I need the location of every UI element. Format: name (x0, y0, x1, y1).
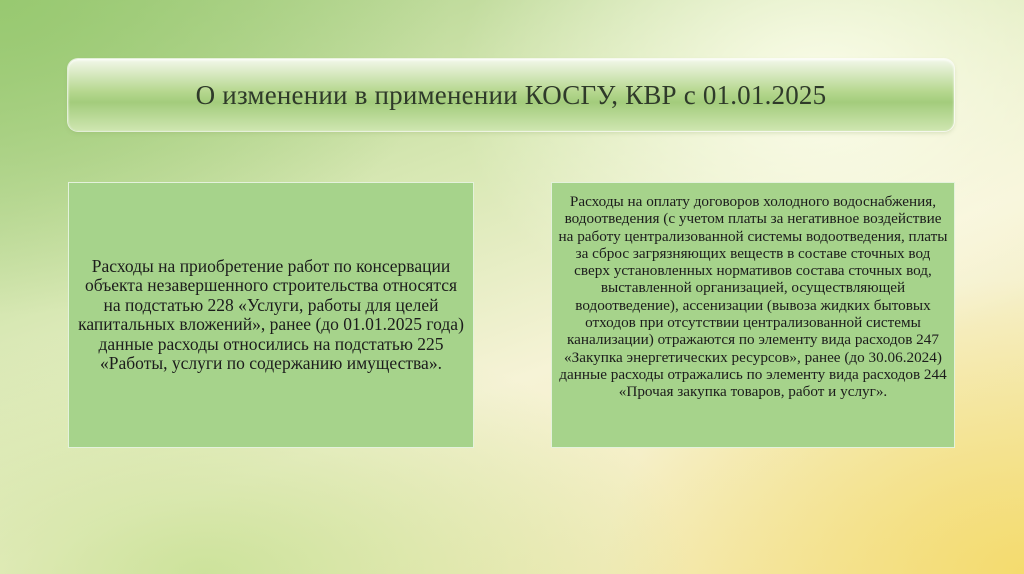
title-banner (68, 59, 954, 131)
left-box-text: Расходы на приобретение работ по консервации объекта незавершенного строительства относятся на подстатью 228 «Услуги, работы для целей капитальных вложений», ранее (до 01.01.2025 года) данные расходы относились на подстатью 225 «Работы, услуги по содержанию имущества». (78, 255, 464, 373)
left-text-box (68, 182, 474, 448)
slide-title: О изменении в применении КОСГУ, КВР с 01.01.2025 (195, 79, 827, 110)
right-box-text: Расходы на оплату договоров холодного водоснабжения, водоотведения (с учетом платы за негативное воздействие на работу централизованной системы водоотведения, платы за сброс загрязняющих веществ в составе сточных вод сверх установленных нормативов состава сточных вод, выставленной организацией, осуществляющей водоотведение), ассенизации (вывоза жидких бытовых отходов при отсутствии централизованной системы канализации) отражаются по элементу вида расходов 247 «Закупка энергетических ресурсов», ранее (до 30.06.2024) данные расходы отражались по элементу вида расходов 244 «Прочая закупка товаров, работ и услуг». (558, 193, 948, 401)
right-text-box (551, 182, 955, 448)
